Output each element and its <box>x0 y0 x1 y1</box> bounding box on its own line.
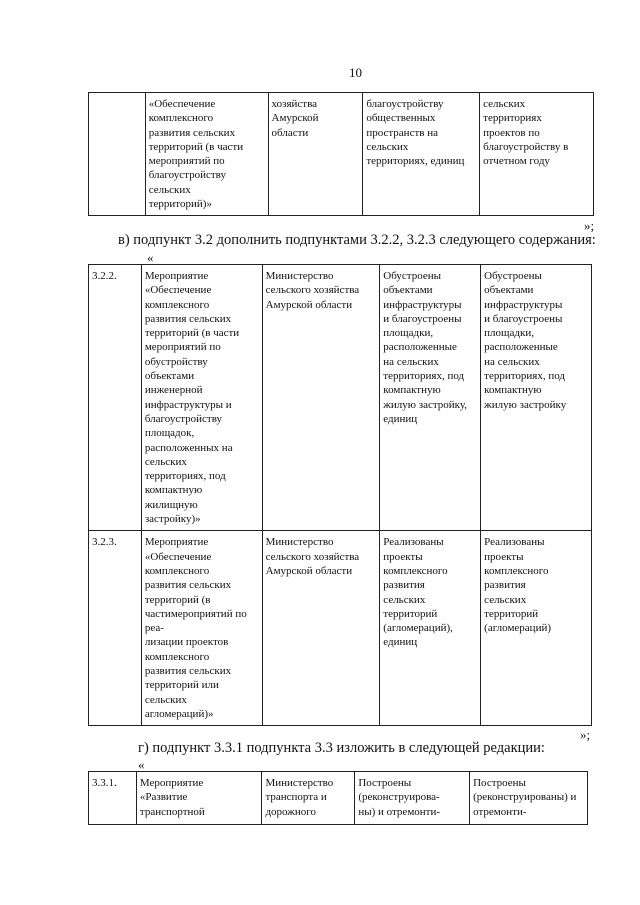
cell-event: Мероприятие «Обеспечение комплексного развития сельских территорий (в частимероприятий по реа- лизации проектов комплексного развития сельских территорий или сельских агломераций)» <box>141 531 262 726</box>
cell-responsible: Министерство сельского хозяйства Амурской области <box>262 531 380 726</box>
cell-indicator: Построены (реконструирова- ны) и отремонти- <box>355 772 470 825</box>
table-row <box>89 772 588 825</box>
cell-result: Построены (реконструированы) и отремонти- <box>470 772 588 825</box>
cell-indicator: Обустроены объектами инфраструктуры и благоустроены площадки, расположенные на сельских территориях, под компактную жилую застройку, единиц <box>380 265 481 531</box>
table-row <box>89 531 592 726</box>
table-continuation <box>88 92 594 216</box>
cell-event: Мероприятие «Развитие транспортной <box>136 772 262 825</box>
cell-indicator: Реализованы проекты комплексного развития сельских территорий (агломераций), единиц <box>380 531 481 726</box>
closing-quote: »; <box>584 218 595 233</box>
cell-number: 3.2.2. <box>89 265 142 531</box>
cell-result: сельских территориях проектов по благоустройству в отчетном году <box>480 93 594 216</box>
cell-responsible: хозяйства Амурской области <box>268 93 363 216</box>
cell-number: 3.3.1. <box>89 772 137 825</box>
table-3-2 <box>88 264 592 726</box>
cell-responsible: Министерство транспорта и дорожного <box>262 772 355 825</box>
cell-indicator: благоустройству общественных пространств на сельских территориях, единиц <box>363 93 480 216</box>
paragraph-g: г) подпункт 3.3.1 подпункта 3.3 изложить в следующей редакции: <box>138 740 545 756</box>
cell-event: Мероприятие «Обеспечение комплексного развития сельских территорий (в части мероприятий по обустройству объектами инженерной инфраструктуры и благоустройству площадок, расположенных на сельских территориях, под компактную жилищную застройку)» <box>141 265 262 531</box>
paragraph-v: в) подпункт 3.2 дополнить подпунктами 3.2.2, 3.2.3 следующего содержания: <box>118 232 596 248</box>
cell-responsible: Министерство сельского хозяйства Амурской области <box>262 265 380 531</box>
cell-result: Реализованы проекты комплексного развития сельских территорий (агломераций) <box>481 531 592 726</box>
closing-quote: »; <box>580 727 591 742</box>
cell-number: 3.2.3. <box>89 531 142 726</box>
cell-result: Обустроены объектами инфраструктуры и благоустроены площадки, расположенные на сельских территориях, под компактную жилую застройку <box>481 265 592 531</box>
cell-event: «Обеспечение комплексного развития сельских территорий (в части мероприятий по благоустройству сельских территорий)» <box>145 93 268 216</box>
opening-quote: « <box>138 757 145 772</box>
table-row <box>89 93 594 216</box>
table-3-3 <box>88 771 588 825</box>
table-row <box>89 265 592 531</box>
cell-number <box>89 93 146 216</box>
opening-quote: « <box>147 250 154 265</box>
page-number: 10 <box>349 65 362 80</box>
